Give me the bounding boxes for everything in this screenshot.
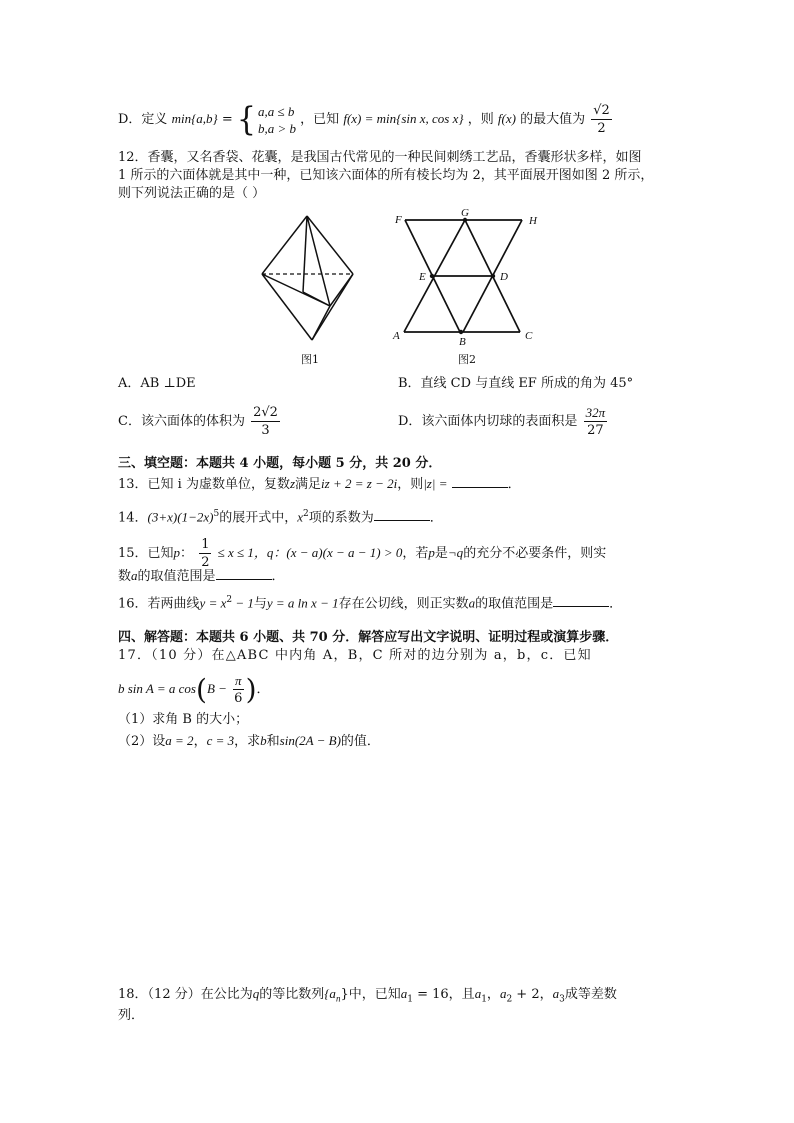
q13: 13．已知 i 为虚数单位，复数z满足iz + 2 = z − 2i，则|z| = ． [118,476,521,492]
point-label-d: D [500,271,508,283]
q17-line1: 17．（10 分）在△ABC 中内角 A，B，C 所对的边分别为 a，b，c．已知 [118,648,592,663]
q17-part2: （2）设a = 2，c = 3，求b和sin(2A − B)的值． [118,733,380,749]
q12-line3: 则下列说法正确的是（ ） [118,186,266,201]
q15-line1: 15．已知p： $\frac{1}{2}$ ≤ x ≤ 1，q：(x − a)(x − a − 1) > 0，若p是¬q的充分不必要条件，则实 [118,537,607,570]
q12-option-c: C．该六面体的体积为 $\frac{2√2}{3}$ [118,405,278,438]
section4-heading: 四、解答题：本题共 6 小题、共 70 分．解答应写出文字说明、证明过程或演算步骤． [118,630,619,645]
fraction: $\frac{\pi}{6}$ [234,673,243,706]
fraction: $\frac{√2}{2}$ [593,103,610,136]
q17-part1: （1）求角 B 的大小； [118,712,249,727]
q12-line2: 1 所示的六面体就是其中一种，已知该六面体的所有棱长均为 2，其平面展开图如图 2 所示， [118,168,654,183]
point-label-a: A [393,330,400,342]
answer-blank[interactable] [452,475,508,488]
figure1-hexahedron [255,212,365,346]
q15-line2: 数a的取值范围是 ． [118,568,285,584]
figure1-caption: 图1 [301,353,319,366]
piecewise-cases: a,a ≤ b b,a > b [258,103,297,136]
q12-option-b: B．直线 CD 与直线 EF 所成的角为 45° [398,376,634,391]
section3-heading: 三、填空题：本题共 4 小题，每小题 5 分，共 20 分． [118,456,442,471]
figure2-net [388,206,548,348]
point-label-e: E [419,271,426,283]
answer-blank[interactable] [216,567,272,580]
q12-option-d: D．该六面体内切球的表面积是 $\frac{32\pi}{27}$ [398,405,606,438]
q12-line1: 12．香囊，又名香袋、花囊，是我国古代常见的一种民间刺绣工艺品，香囊形状多样，如图 [118,150,642,165]
q11-option-d: D．定义 min{a,b} = { a,a ≤ b b,a > b ，已知 f(x) = min{sin x, cos x} ，则 f(x) 的最大值为 $\frac{√2}{2}$ [118,99,610,139]
figure2-caption: 图2 [458,353,476,366]
answer-blank[interactable] [553,594,609,607]
q14: 14．$(3+x)(1-2x)^5$的展开式中，$x^2$项的系数为 ． [118,509,443,526]
q17-equation: b sin A = a cos(B − $\frac{\pi}{6}$ )． [118,672,270,706]
q18-line1: 18．（12 分）在公比为q的等比数列$\{a_n\}$中，已知$a_1 = 16$，且$a_1$，$a_2 + 2$，$a_3$成等差数 [118,986,617,1005]
point-label-c: C [525,330,533,342]
point-label-f: F [395,214,402,226]
q18-line2: 列． [118,1008,145,1023]
brace: { [236,99,256,139]
fraction: $\frac{2√2}{3}$ [253,405,278,438]
point-label-g: G [461,207,469,219]
point-label-b: B [459,336,466,348]
q16: 16．若两曲线$y = x^2 - 1$与y = a ln x − 1存在公切线，则正实数a的取值范围是 ． [118,595,623,612]
q12-option-a: A．AB ⊥DE [118,376,196,391]
point-label-h: H [529,215,537,227]
answer-blank[interactable] [374,508,430,521]
fraction: $\frac{1}{2}$ [201,537,210,570]
fraction: $\frac{32\pi}{27}$ [585,405,606,438]
